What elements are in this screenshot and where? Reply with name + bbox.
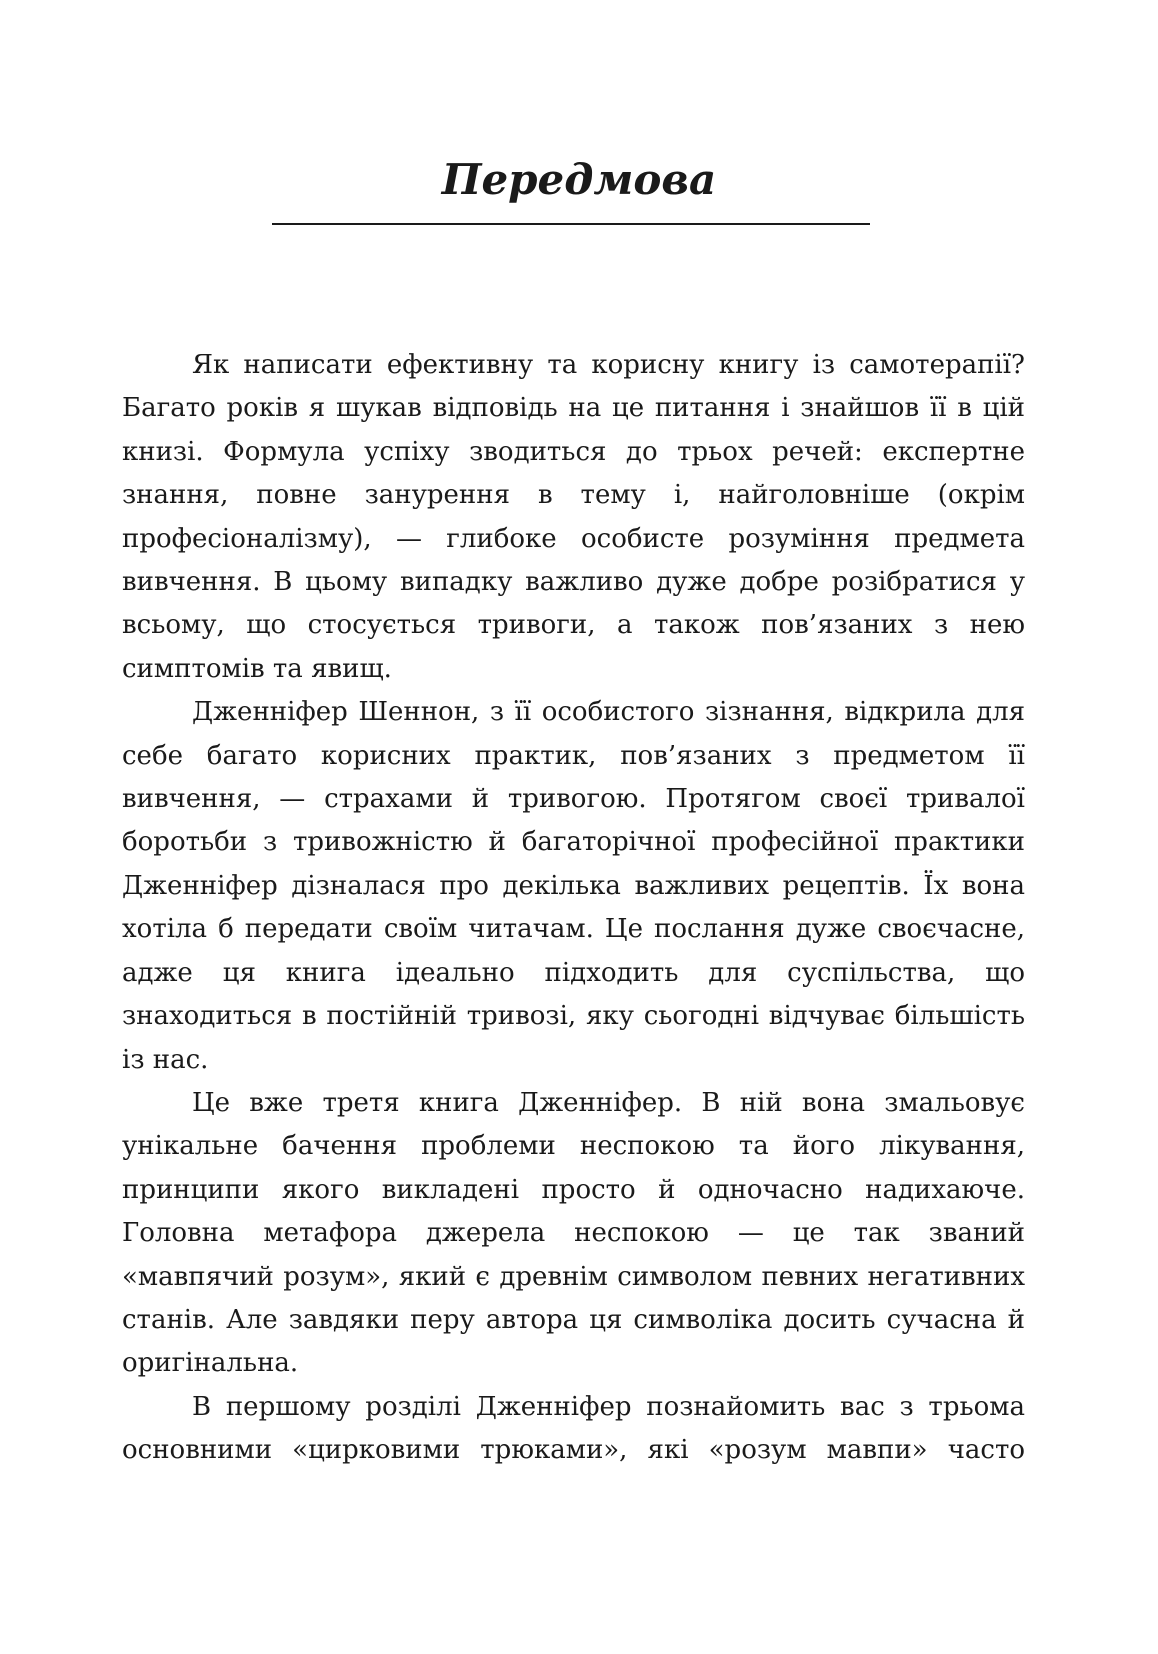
title-underline [272,223,870,225]
body-text [122,344,1025,1473]
page-title: Передмова [441,155,717,204]
paragraph-3: Це вже третя книга Дженніфер. В ній вона змальовує унікальне бачення проблеми неспокою та його лікування, принципи якого викладені просто й одночасно надихаюче. Головна метафора джерела неспокою — це так званий «мавпячий розум», який є древнім символом певних негативних станів. Але завдяки перу автора ця символіка досить сучасна й оригінальна. [122,1087,1025,1379]
paragraph-1: Як написати ефективну та корисну книгу із самотерапії? Багато років я шукав відповідь на це питання і знайшов її в цій книзі. Формула успіху зводиться до трьох речей: експертне знання, повне занурення в тему і, найголовніше (окрім професіоналізму), — глибоке особисте розуміння предмета вивчення. В цьому випадку важливо дуже добре розібратися у всьому, що стосується тривоги, а також пов’язаних з нею симптомів та явищ. [122,350,1025,684]
paragraph-2: Дженніфер Шеннон, з її особистого зізнання, відкрила для себе багато корисних практик, пов’язаних з предметом її вивчення, — страхами й тривогою. Протягом своєї тривалої боротьби з тривожністю й багаторічної професійної практики Дженніфер дізналася про декілька важливих рецептів. Їх вона хотіла б передати своїм читачам. Це послання дуже своєчасне, адже ця книга ідеально підходить для суспільства, що знаходиться в постійній тривозі, яку сьогодні відчуває більшість із нас. [122,697,1025,1075]
paragraph-4: В першому розділі Дженніфер познайомить вас з трьома основними «цирковими трюками», які «розум мавпи» часто [122,1391,1025,1466]
